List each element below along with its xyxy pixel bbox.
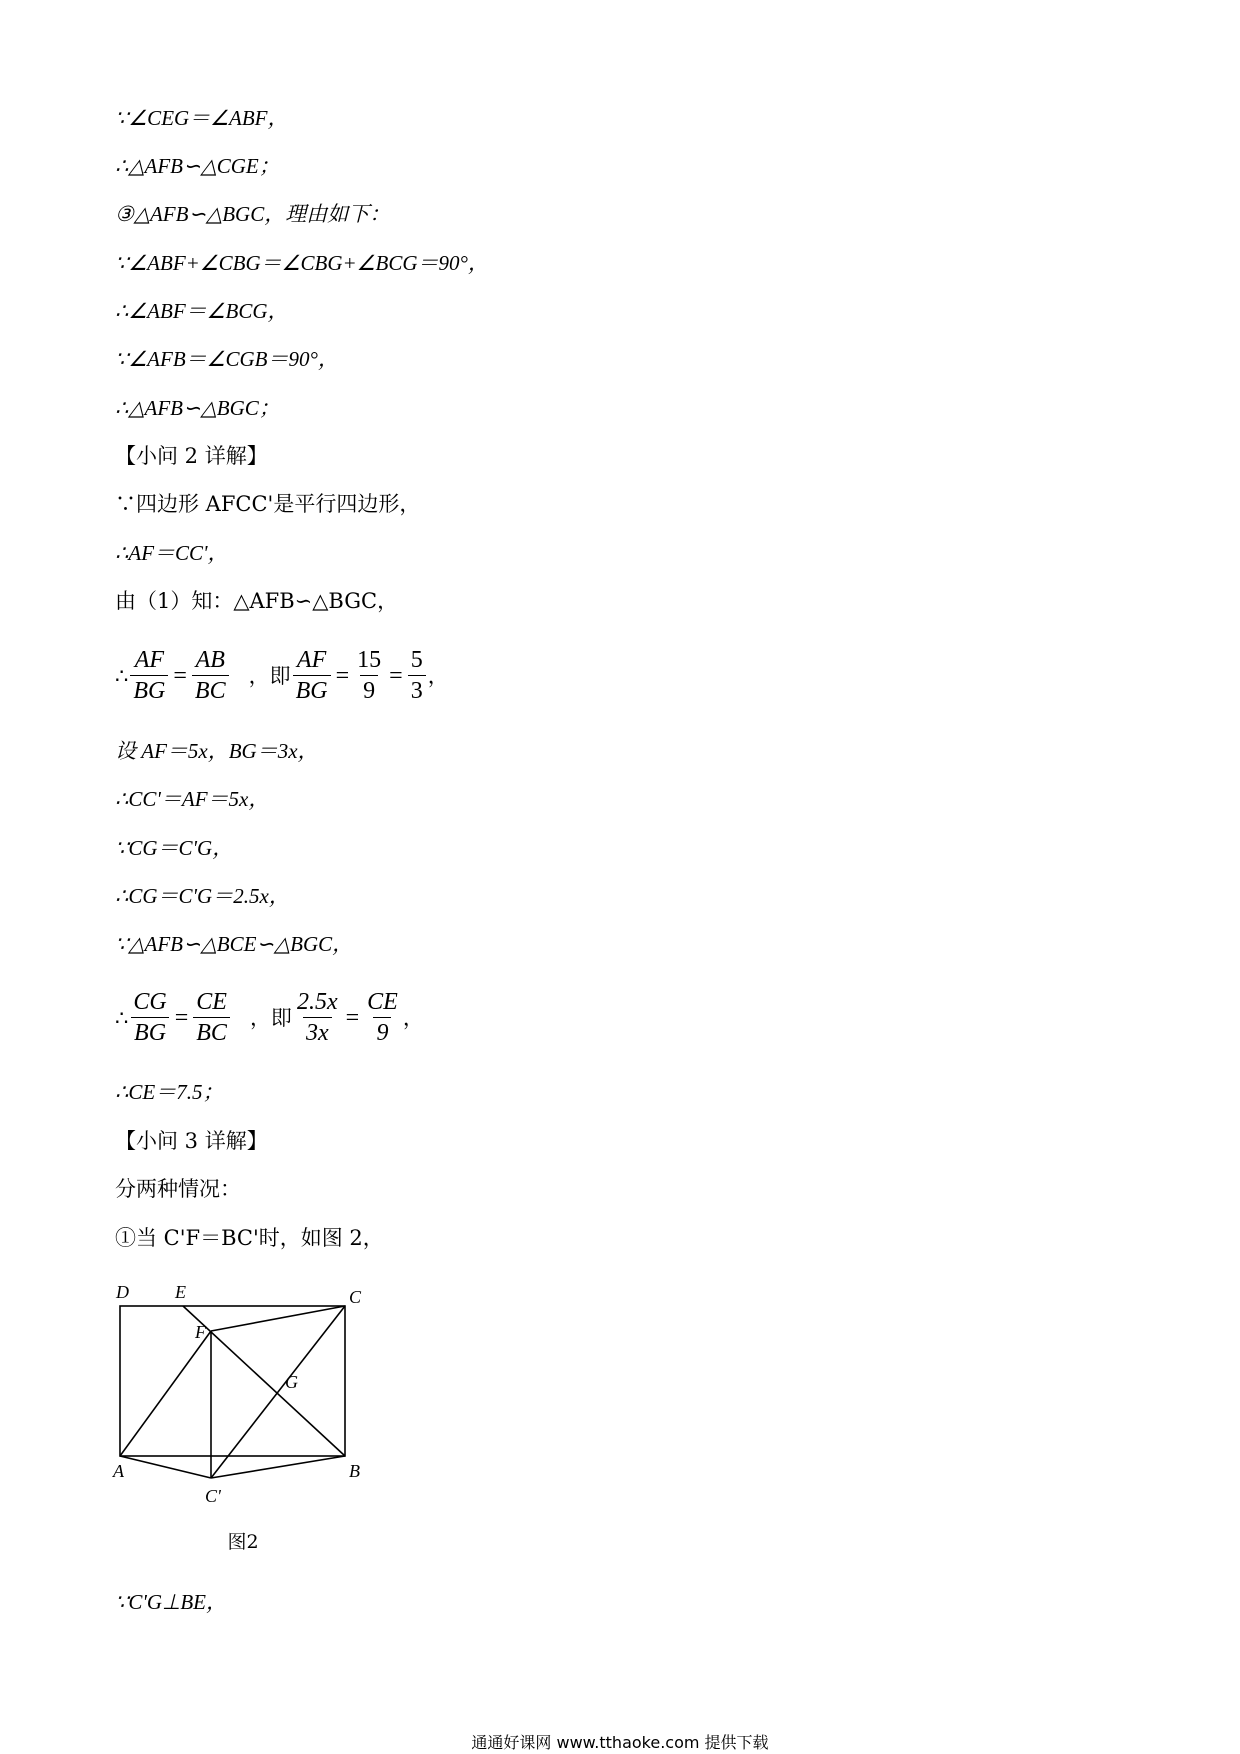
text-line: ∴∠ABF＝∠BCG， bbox=[115, 299, 289, 323]
equals-sign: = bbox=[335, 662, 350, 689]
segment-cprimeb bbox=[211, 1456, 345, 1478]
text-line: ∵∠CEG＝∠ABF， bbox=[115, 106, 289, 130]
numerator: CG bbox=[133, 989, 167, 1015]
fraction bbox=[408, 645, 426, 706]
text-line: ③△AFB∽△BGC，理由如下： bbox=[115, 202, 391, 226]
equals-sign: = bbox=[345, 1004, 360, 1031]
section-heading: 【小问 3 详解】 bbox=[115, 1129, 268, 1153]
fraction bbox=[193, 987, 230, 1048]
separator-text: ，即 bbox=[248, 663, 291, 688]
section-heading: 【小问 2 详解】 bbox=[115, 444, 268, 468]
fraction bbox=[364, 987, 401, 1048]
text-line: ∵∠AFB＝∠CGB＝90°， bbox=[115, 347, 339, 371]
label-c: C bbox=[349, 1287, 362, 1307]
fraction bbox=[130, 987, 169, 1048]
numerator: 2.5x bbox=[296, 989, 338, 1015]
segment-acprime bbox=[120, 1456, 211, 1478]
segment-fc bbox=[211, 1306, 345, 1331]
numerator: AF bbox=[296, 647, 327, 673]
denominator: 9 bbox=[360, 675, 378, 706]
numerator: AF bbox=[134, 647, 165, 673]
equals-sign: = bbox=[389, 662, 403, 689]
equals-sign: = bbox=[174, 1004, 189, 1031]
text-line: ∵C'G⊥BE， bbox=[115, 1590, 227, 1614]
label-a: A bbox=[113, 1461, 124, 1481]
text-line: ∵∠ABF+∠CBG＝∠CBG+∠BCG＝90°， bbox=[115, 251, 489, 275]
text-line: ∴△AFB∽△CGE； bbox=[115, 154, 280, 178]
separator-text: ，即 bbox=[249, 1005, 292, 1030]
equals-sign: = bbox=[173, 662, 187, 689]
label-e: E bbox=[175, 1282, 186, 1302]
label-g: G bbox=[285, 1372, 298, 1392]
figure-caption: 图2 bbox=[227, 1531, 259, 1553]
text-line: 设 AF＝5x，BG＝3x， bbox=[115, 739, 319, 763]
label-f: F bbox=[195, 1322, 206, 1342]
therefore-symbol: ∴ bbox=[115, 663, 129, 688]
segment-eb bbox=[183, 1306, 345, 1456]
rectangle-abcd bbox=[120, 1306, 345, 1456]
numerator: 15 bbox=[357, 647, 382, 673]
text-line: ①当 C'F＝BC'时，如图 2， bbox=[115, 1226, 384, 1250]
numerator: AB bbox=[195, 647, 225, 673]
denominator: 9 bbox=[373, 1017, 391, 1048]
fraction bbox=[192, 645, 229, 706]
denominator: 3x bbox=[303, 1017, 332, 1048]
denominator: BC bbox=[192, 675, 229, 706]
segment-ccprime bbox=[211, 1306, 345, 1478]
text-line: ∴CC'＝AF＝5x， bbox=[115, 787, 270, 811]
fraction bbox=[130, 645, 168, 706]
numerator: 5 bbox=[410, 647, 423, 673]
page-footer: 通通好课网 www.tthaoke.com 提供下载 bbox=[471, 1733, 769, 1752]
denominator: BC bbox=[193, 1017, 230, 1048]
therefore-symbol: ∴ bbox=[115, 1005, 129, 1030]
label-d: D bbox=[116, 1282, 129, 1302]
label-cprime: C' bbox=[205, 1486, 221, 1506]
text-line: ∵四边形 AFCC'是平行四边形， bbox=[115, 492, 421, 516]
text-line: ∴CE＝7.5； bbox=[115, 1080, 224, 1104]
comma: ， bbox=[427, 663, 449, 688]
denominator: BG bbox=[130, 675, 168, 706]
text-line: ∵△AFB∽△BCE∽△BGC， bbox=[115, 932, 354, 956]
text-line: ∴CG＝C'G＝2.5x， bbox=[115, 884, 290, 908]
fraction bbox=[294, 987, 341, 1048]
text-line: ∵CG＝C'G， bbox=[115, 836, 234, 860]
denominator: 3 bbox=[408, 675, 426, 706]
equation-ratio-1 bbox=[115, 645, 449, 706]
label-b: B bbox=[349, 1461, 360, 1481]
denominator: BG bbox=[293, 675, 331, 706]
text-line: ∴△AFB∽△BGC； bbox=[115, 396, 280, 420]
segment-af bbox=[120, 1331, 211, 1456]
denominator: BG bbox=[131, 1017, 169, 1048]
fraction bbox=[354, 645, 384, 706]
numerator: CE bbox=[196, 989, 227, 1015]
numerator: CE bbox=[367, 989, 398, 1015]
text-line: ∴AF＝CC'， bbox=[115, 541, 229, 565]
comma: ， bbox=[402, 1005, 424, 1030]
text-line: 分两种情况： bbox=[115, 1177, 241, 1201]
fraction bbox=[293, 645, 331, 706]
geometry-figure bbox=[105, 1270, 385, 1570]
text-line: 由（1）知：△AFB∽△BGC， bbox=[115, 589, 399, 613]
equation-ratio-2 bbox=[115, 987, 424, 1048]
